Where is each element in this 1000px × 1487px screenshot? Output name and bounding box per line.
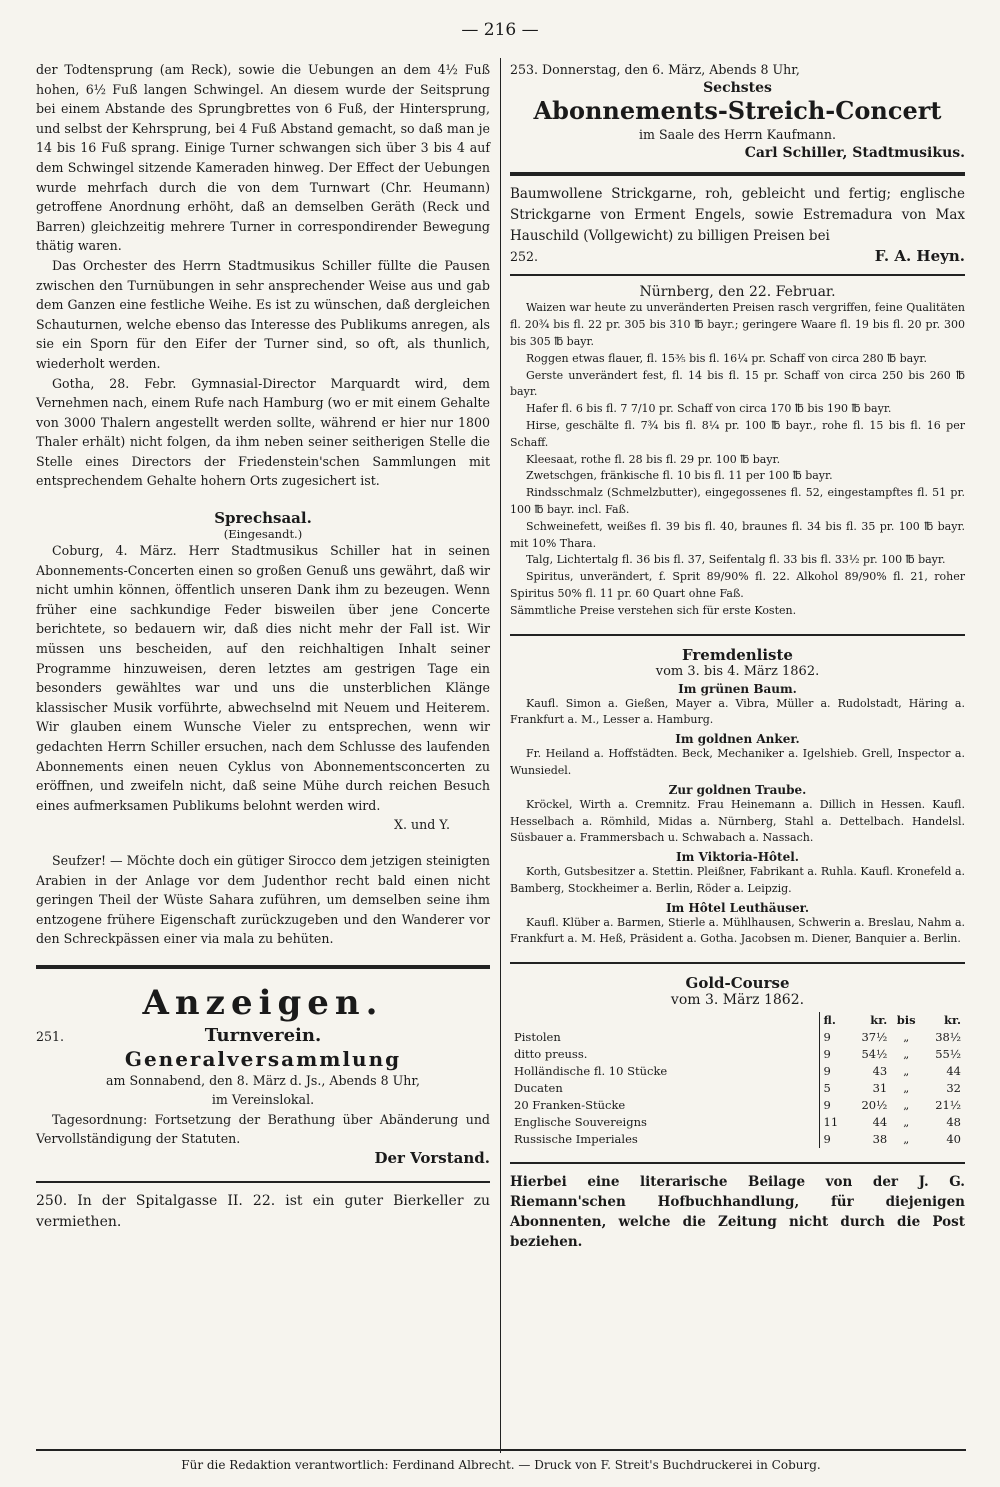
gold-row: Holländische fl. 10 Stücke 9 43 „ 44: [514, 1064, 961, 1079]
article-gotha: Gotha, 28. Febr. Gymnasial-Director Marquardt wird, dem Vernehmen nach, einem Rufe nach Hamburg (wo er mit einem Gehalte von 3000 Thalern angestellt werden sollte, während er hier nur 1800 Thaler erhält) nicht folgen, da ihm neben seiner seitherigen Stelle die Stelle eines Directors der Friedenstein'schen Sammlungen mit entsprechendem Gehalte hohern Orts zugesichert ist.: [36, 375, 491, 489]
gold-course-heading: Gold-Course: [685, 974, 790, 993]
gold-course: [510, 974, 965, 1148]
gold-row: Pistolen 9 37½ „ 38½: [514, 1030, 961, 1045]
ad-251-agenda: Tagesordnung: Fortsetzung der Berathung über Abänderung und Vervollständigung der Statuten.: [36, 1111, 490, 1147]
ad-251-location: im Vereinslokal.: [211, 1092, 315, 1108]
fremdenliste-rule: [510, 962, 965, 964]
market-item: Zwetschgen, fränkische fl. 10 bis fl. 11 per 100 ℔ bayr.: [526, 469, 833, 483]
col-kr: kr.: [870, 1013, 888, 1028]
column-divider: [500, 58, 501, 1453]
anzeigen-heading: Anzeigen.: [142, 982, 384, 1023]
gold-row: Ducaten 5 31 „ 32: [514, 1081, 961, 1096]
right-column: [510, 60, 965, 1252]
col-bis: bis: [896, 1013, 916, 1028]
sprechsaal-heading: Sprechsaal.: [214, 509, 312, 528]
hotel-name: Im grünen Baum.: [678, 681, 797, 696]
gold-row: Englische Souvereigns 11 44 „ 48: [514, 1115, 961, 1130]
hotel-guests: Fr. Heiland a. Hoffstädten. Beck, Mechaniker a. Igelshieb. Grell, Inspector a. Wunsiedel.: [510, 747, 965, 777]
market-item: Spiritus, unverändert, f. Sprit 89/90% fl. 22. Alkohol 89/90% fl. 21, roher Spiritus 50% fl. 11 pr. 60 Quart ohne Faß.: [510, 570, 965, 600]
market-item: Talg, Lichtertalg fl. 36 bis fl. 37, Seifentalg fl. 33 bis fl. 33½ pr. 100 ℔ bayr.: [526, 553, 946, 567]
ad-separator: [36, 1181, 490, 1183]
hotel-name: Im Hôtel Leuthäuser.: [665, 900, 810, 915]
footer-imprint: Für die Redaktion verantwortlich: Ferdinand Albrecht. — Druck von F. Streit's Buchdruckerei in Coburg.: [181, 1458, 821, 1472]
ad-253-signature: Carl Schiller, Stadtmusikus.: [744, 145, 965, 162]
ad-253: [510, 60, 965, 164]
ad-252-text: Baumwollene Strickgarne, roh, gebleicht und fertig; englische Strickgarne von Erment Engels, sowie Estremadura von Max Hauschild (Vollgewicht) zu billigen Preisen bei: [510, 185, 965, 244]
ad-252-signature: F. A. Heyn.: [874, 246, 965, 265]
beilage-notice: Hierbei eine literarische Beilage von der J. G. Riemann'schen Hofbuchhandlung, für diejenigen Abonnenten, welche die Zeitung nicht durch die Post beziehen.: [510, 1174, 965, 1251]
gold-row: Russische Imperiales 9 38 „ 40: [514, 1132, 961, 1147]
market-item: Waizen war heute zu unveränderten Preisen rasch vergriffen, feine Qualitäten fl. 20¾ bis fl. 22 pr. 305 bis 310 ℔ bayr.; geringere Waare fl. 19 bis fl. 20 pr. 300 bis 305 ℔ bayr.: [510, 301, 965, 348]
gold-course-table: [510, 1012, 965, 1148]
fremdenliste-date: vom 3. bis 4. März 1862.: [655, 663, 820, 679]
hotel-guests: Korth, Gutsbesitzer a. Stettin. Pleißner, Fabrikant a. Ruhla. Kaufl. Kronefeld a. Bamberg, Stockheimer a. Berlin, Röder a. Leipzig.: [510, 865, 965, 895]
hotel-guests: Kaufl. Simon a. Gießen, Mayer a. Vibra, Müller a. Rudolstadt, Häring a. Frankfurt a. M., Lesser a. Hamburg.: [510, 696, 965, 727]
gold-course-date: vom 3. März 1862.: [670, 992, 805, 1009]
fremdenliste: [510, 646, 965, 949]
ad-250: 250. In der Spitalgasse II. 22. ist ein guter Bierkeller zu vermiethen.: [36, 1192, 490, 1230]
gold-row: 20 Franken-Stücke 9 20½ „ 21½: [514, 1098, 961, 1113]
ad-253-date: 253. Donnerstag, den 6. März, Abends 8 Uhr,: [510, 62, 800, 77]
col-kr2: kr.: [944, 1013, 961, 1028]
ad-251-signature: Der Vorstand.: [374, 1148, 490, 1167]
ad-251: [36, 1025, 490, 1169]
ad-253-title: Abonnements-Streich-Concert: [533, 95, 942, 125]
page-number: — 216 —: [461, 20, 539, 40]
hotel-name: Im goldnen Anker.: [675, 732, 800, 747]
ad-251-date: am Sonnabend, den 8. März d. Js., Abends 8 Uhr,: [105, 1072, 420, 1088]
left-column: [36, 60, 490, 1233]
article-seufzer: Seufzer! — Möchte doch ein gütiger Sirocco dem jetzigen steinigten Arabien in der Anlage vor dem Judenthor recht bald einen nicht geringen Theil der Wüste Sahara zuführen, um demselben seine ihm entzogene frühere Eigenschaft zurückzugeben und den Wanderer vor den Schreckpässen einer via mala zu behüten.: [36, 852, 490, 947]
gold-row: ditto preuss. 9 54½ „ 55½: [514, 1047, 961, 1062]
eingesandt-label: (Eingesandt.): [223, 527, 303, 542]
ad-251-title: Turnverein.: [204, 1024, 322, 1046]
article-coburg: Coburg, 4. März. Herr Stadtmusikus Schiller hat in seinen Abonnements-Concerten einen so großen Genuß uns gewährt, daß wir nicht umhin können, öffentlich unseren Dank ihm zu bezeugen. Wenn früher eine sachkundige Feder bisweilen über jene Concerte berichtete, so bedauern wir, daß dies nicht mehr der Fall ist. Wir müssen uns bescheiden, auf den reichhaltigen Inhalt seiner Programme hinzuweisen, deren letztes am gestrigen Tage ein besonders gewähltes war und uns die unsterblichen Klänge klassischer Musik vorführte, abwechselnd mit Neuem und Heiterem. Wir glauben einem Wunsche Vieler zu entsprechen, wenn wir gedachten Herrn Schiller ersuchen, nach dem Schlusse des laufenden Abonnements einen neuen Cyklus von Abonnementsconcerten zu eröffnen, und zweifeln nicht, daß seine Mühe durch reichen Besuch eines aufmerksamen Publikums belohnt werden wird.: [36, 543, 490, 813]
footer-rule: [36, 1449, 966, 1451]
market-note: Sämmtliche Preise verstehen sich für erste Kosten.: [510, 603, 797, 617]
ad-252-number: 252.: [510, 248, 539, 264]
hotel-name: Im Viktoria-Hôtel.: [676, 850, 799, 865]
nuernberg-market: [510, 284, 965, 619]
market-item: Gerste unverändert fest, fl. 14 bis fl. 15 pr. Schaff von circa 250 bis 260 ℔ bayr.: [510, 368, 965, 399]
ad-252: [510, 184, 965, 267]
article-coburg-signature: X. und Y.: [394, 817, 450, 833]
market-item: Kleesaat, rothe fl. 28 bis fl. 29 pr. 100 ℔ bayr.: [526, 452, 781, 466]
hotel-guests: Kaufl. Klüber a. Barmen, Stierle a. Mühlhausen, Schwerin a. Breslau, Nahm a. Frankfurt a. M. Heß, Präsident a. Gotha. Jacobsen m. Diener, Banquier a. Berlin.: [510, 915, 965, 946]
anzeigen-rule: [36, 965, 490, 969]
market-item: Hafer fl. 6 bis fl. 7 7/10 pr. Schaff von circa 170 ℔ bis 190 ℔ bayr.: [526, 402, 892, 416]
ad-253-rule: [510, 172, 965, 176]
hotel-name: Zur goldnen Traube.: [668, 782, 807, 797]
fremdenliste-heading: Fremdenliste: [682, 645, 793, 664]
ad-252-rule: [510, 274, 965, 276]
ad-253-sechstes: Sechstes: [703, 79, 772, 96]
ad-251-subtitle: Generalversammlung: [124, 1046, 402, 1071]
market-item: Hirse, geschälte fl. 7¾ bis fl. 8¼ pr. 100 ℔ bayr., rohe fl. 15 bis fl. 16 per Schaff.: [510, 418, 965, 449]
article-turnen: der Todtensprung (am Reck), sowie die Uebungen an dem 4½ Fuß hohen, 6½ Fuß langen Schwingel. An diesem wurde der Seitsprung bei einem Abstande des Sprungbrettes von 6 Fuß, der Hintersprung, und selbst der Kehrsprung, bei 4 Fuß Abstand gemacht, so daß man je 14 bis 16 Fuß sprang. Einige Turner schwangen sich über 3 bis 4 auf dem Schwingel sitzende Kameraden hinweg. Der Effect der Uebungen wurde mehrfach durch die von dem Turnwart (Chr. Heumann) getroffene Anordnung erhöht, daß an demselben Geräth (Reck und Barren) gleichzeitig mehrere Turner in correspondirender Bewegung thätig waren.: [36, 62, 490, 254]
market-item: Schweinefett, weißes fl. 39 bis fl. 40, braunes fl. 34 bis fl. 35 pr. 100 ℔ bayr. mit 10% Thara.: [510, 519, 965, 550]
gold-course-rule: [510, 1162, 965, 1164]
ad-251-number: 251.: [36, 1028, 65, 1044]
col-fl: fl.: [819, 1012, 847, 1029]
gold-header-row: [510, 1012, 965, 1029]
article-orchester: Das Orchester des Herrn Stadtmusikus Schiller füllte die Pausen zwischen den Turnübungen in sehr ansprechender Weise aus und gab dem Ganzen eine festliche Weihe. Es ist zu wünschen, daß dergleichen Schauturnen, welche ebenso das Interesse des Publikums anregen, als sie ein Sporn für den Eifer der Turner sind, so oft, als thunlich, wiederholt werden.: [36, 257, 490, 371]
nuernberg-heading: Nürnberg, den 22. Februar.: [639, 284, 836, 301]
market-rule: [510, 634, 965, 636]
hotel-guests: Kröckel, Wirth a. Cremnitz. Frau Heinemann a. Dillich in Hessen. Kaufl. Hesselbach a. Römhild, Midas a. Nürnberg, Stahl a. Dettelbach. Handelsl. Süsbauer a. Frammersbach u. Schwabach a. Nassach.: [510, 797, 965, 845]
market-item: Rindsschmalz (Schmelzbutter), eingegossenes fl. 52, eingestampftes fl. 51 pr. 100 ℔ bayr. incl. Faß.: [510, 486, 965, 516]
ad-253-place: im Saale des Herrn Kaufmann.: [638, 126, 837, 142]
market-item: Roggen etwas flauer, fl. 15⅗ bis fl. 16¼ pr. Schaff von circa 280 ℔ bayr.: [526, 351, 927, 365]
